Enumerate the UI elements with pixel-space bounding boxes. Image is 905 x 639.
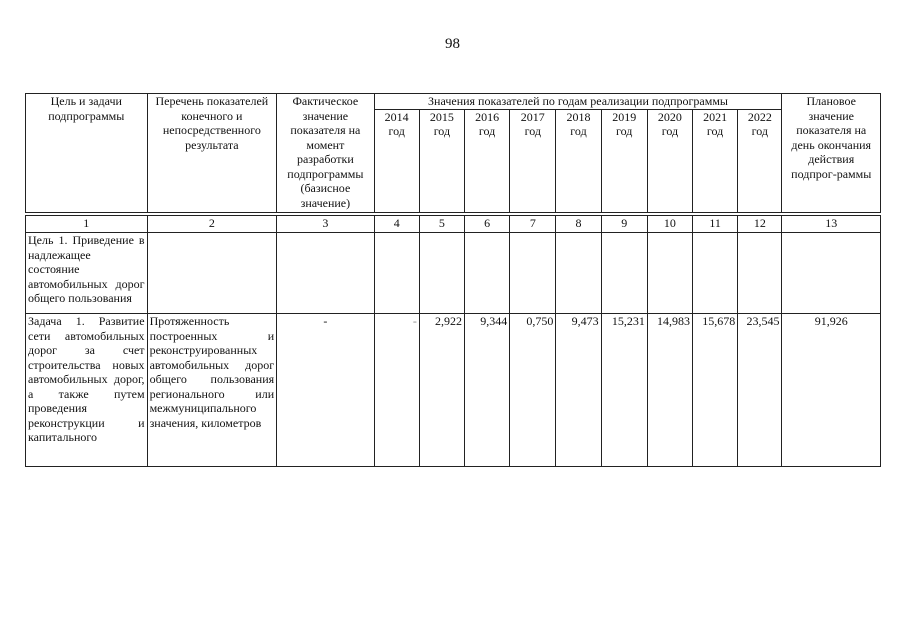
page-number: 98 (445, 36, 460, 52)
column-number: 8 (556, 216, 601, 233)
value-cell (693, 233, 738, 314)
table-row (26, 314, 881, 467)
column-number: 13 (782, 216, 881, 233)
actual-cell (277, 233, 374, 314)
header-year-2017: 2017 год (510, 109, 556, 213)
value-cell (465, 233, 510, 314)
value-cell (601, 233, 647, 314)
indicator-cell: Протяженность построенных и реконструированных автомобильных дорог общего пользования регионального или межмуниципального значения, километров (147, 314, 277, 467)
value-cell (510, 233, 556, 314)
value-cell (419, 233, 464, 314)
header-year-2015: 2015 год (419, 109, 464, 213)
plan-cell (782, 233, 881, 314)
value-cell: 15,678 (693, 314, 738, 467)
indicator-cell (147, 233, 277, 314)
actual-cell: - (277, 314, 374, 467)
value-cell (647, 233, 692, 314)
header-year-2016: 2016 год (464, 109, 509, 213)
header-actual-value: Фактическое значение показателя на момент разработки подпрограммы (базисное значение) (277, 94, 374, 213)
value-cell: 2,922 (419, 314, 464, 467)
column-number: 1 (26, 216, 148, 233)
table-row (26, 233, 881, 314)
value-cell: 9,473 (556, 314, 601, 467)
plan-cell: 91,926 (782, 314, 881, 467)
value-cell (556, 233, 601, 314)
value-cell: 9,344 (465, 314, 510, 467)
column-number: 10 (647, 216, 692, 233)
header-year-2014: 2014 год (374, 109, 419, 213)
column-number: 6 (465, 216, 510, 233)
value-cell (738, 233, 782, 314)
table-body (25, 215, 881, 467)
value-cell: 14,983 (647, 314, 692, 467)
header-goal: Цель и задачи подпрограммы (26, 94, 148, 213)
value-cell: 15,231 (601, 314, 647, 467)
column-number: 11 (693, 216, 738, 233)
column-number-row (26, 216, 881, 233)
header-year-2019: 2019 год (601, 109, 647, 213)
goal-cell: Задача 1. Развитие сети автомобильных дорог за счет строительства новых автомобильных дорог, а также путем проведения реконструкции и капитального (26, 314, 148, 467)
goal-cell: Цель 1. Приведение в надлежащее состояние автомобильных дорог общего пользования (26, 233, 148, 314)
header-years-group: Значения показателей по годам реализации подпрограммы (374, 94, 782, 110)
value-cell (374, 233, 419, 314)
value-cell: - (374, 314, 419, 467)
value-cell: 0,750 (510, 314, 556, 467)
value-cell: 23,545 (738, 314, 782, 467)
header-indicator-list: Перечень показателей конечного и непосредственного результата (147, 94, 277, 213)
column-number: 5 (419, 216, 464, 233)
column-number: 2 (147, 216, 277, 233)
table-header (25, 93, 881, 213)
header-year-2021: 2021 год (693, 109, 738, 213)
header-year-2022: 2022 год (738, 109, 782, 213)
column-number: 3 (277, 216, 374, 233)
header-plan-value: Плановое значение показателя на день окончания действия подпрог-раммы (782, 94, 881, 213)
column-number: 7 (510, 216, 556, 233)
header-year-2020: 2020 год (647, 109, 692, 213)
column-number: 4 (374, 216, 419, 233)
header-year-2018: 2018 год (556, 109, 601, 213)
column-number: 9 (601, 216, 647, 233)
column-number: 12 (738, 216, 782, 233)
